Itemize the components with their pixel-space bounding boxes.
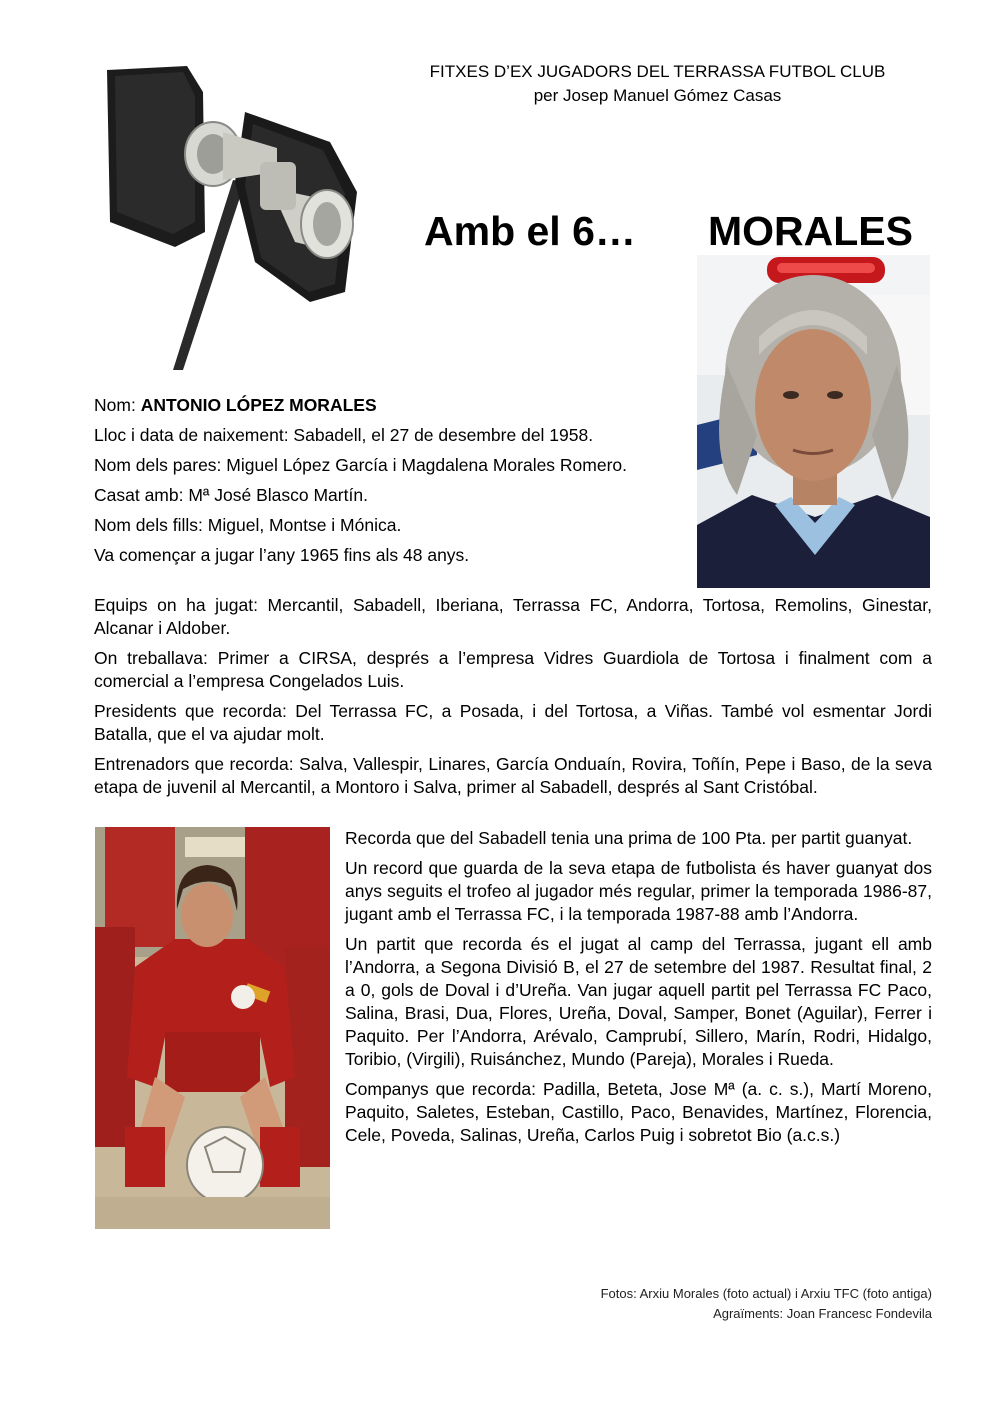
- field-treballava: On treballava: Primer a CIRSA, després a l’empresa Vidres Guardiola de Tortosa i finalment com a comercial a l’empresa Congelados Luis.: [94, 648, 932, 691]
- field-partit: Un partit que recorda és el jugat al camp del Terrassa, jugant ell amb l’Andorra, a Segona Divisió B, el 27 de setembre del 1987. Resultat final, 2 a 0, gols de Doval i d’Ureña. Van jugar aquell partit pel Terrassa FC Paco, Salina, Brasi, Dua, Flores, Ureña, Doval, Samper, Bonet (Aguilar), Ferrer i Paquito. Per l’Andorra, Arévalo, Camprubí, Sillero, Marín, Rodri, Hidalgo, Toribio, (Virgili), Ruisánchez, Mundo (Pareja), Morales i Rueda.: [345, 934, 932, 1069]
- header-line-1: FITXES D’EX JUGADORS DEL TERRASSA FUTBOL CLUB: [429, 62, 886, 81]
- field-comencar: Va començar a jugar l’any 1965 fins als 48 anys.: [94, 545, 470, 565]
- field-entrenadors: Entrenadors que recorda: Salva, Vallespir, Linares, García Onduaín, Rovira, Toñín, Pepe i Baso, de la seva etapa de juvenil al Mercantil, a Montoro i Salva, primer al Sabadell, després al Sant Cristóbal.: [94, 754, 932, 797]
- footer-photo-credits: Fotos: Arxiu Morales (foto actual) i Arxiu TFC (foto antiga): [600, 1286, 932, 1301]
- field-equips: Equips on ha jugat: Mercantil, Sabadell, Iberiana, Terrassa FC, Andorra, Tortosa, Remolins, Ginestar, Alcanar i Aldober.: [94, 595, 932, 638]
- bio-right-column: [345, 827, 932, 1154]
- nom-value: ANTONIO LÓPEZ MORALES: [140, 395, 377, 415]
- title-surname: MORALES: [708, 208, 913, 254]
- field-casat: Casat amb: Mª José Blasco Martín.: [94, 485, 368, 505]
- field-record: Un record que guarda de la seva etapa de futbolista és haver guanyat dos anys seguits el trofeo al jugador més regular, primer la temporada 1986-87, jugant amb el Terrassa FC, i la temporada 1987-88 amb l’Andorra.: [345, 858, 932, 924]
- nom-label: Nom:: [94, 395, 141, 415]
- field-nom: [94, 394, 682, 417]
- field-pares: Nom dels pares: Miguel López García i Magdalena Morales Romero.: [94, 455, 628, 475]
- field-fills: Nom dels fills: Miguel, Montse i Mónica.: [94, 515, 402, 535]
- title-number: Amb el 6…: [424, 208, 636, 254]
- field-companys: Companys que recorda: Padilla, Beteta, Jose Mª (a. c. s.), Martí Moreno, Paquito, Saletes, Esteban, Castillo, Paco, Benavides, Martínez, Florencia, Cele, Poveda, Salinas, Ureña, Carlos Puig i sobretot Bio (a.c.s.): [345, 1079, 932, 1145]
- footer-acknowledgements: Agraïments: Joan Francesc Fondevila: [713, 1306, 932, 1321]
- loudspeaker-image: [95, 62, 380, 372]
- portrait-photo-current: [697, 255, 930, 588]
- header-line-2: per Josep Manuel Gómez Casas: [533, 86, 782, 105]
- bio-top-column: [94, 394, 682, 574]
- bio-full-column: [94, 594, 932, 806]
- team-photo-old: [95, 827, 330, 1229]
- field-presidents: Presidents que recorda: Del Terrassa FC, a Posada, i del Tortosa, a Viñas. També vol esmentar Jordi Batalla, que el va ajudar molt.: [94, 701, 932, 744]
- field-naixement: Lloc i data de naixement: Sabadell, el 27 de desembre del 1958.: [94, 425, 594, 445]
- field-prima: Recorda que del Sabadell tenia una prima de 100 Pta. per partit guanyat.: [345, 828, 913, 848]
